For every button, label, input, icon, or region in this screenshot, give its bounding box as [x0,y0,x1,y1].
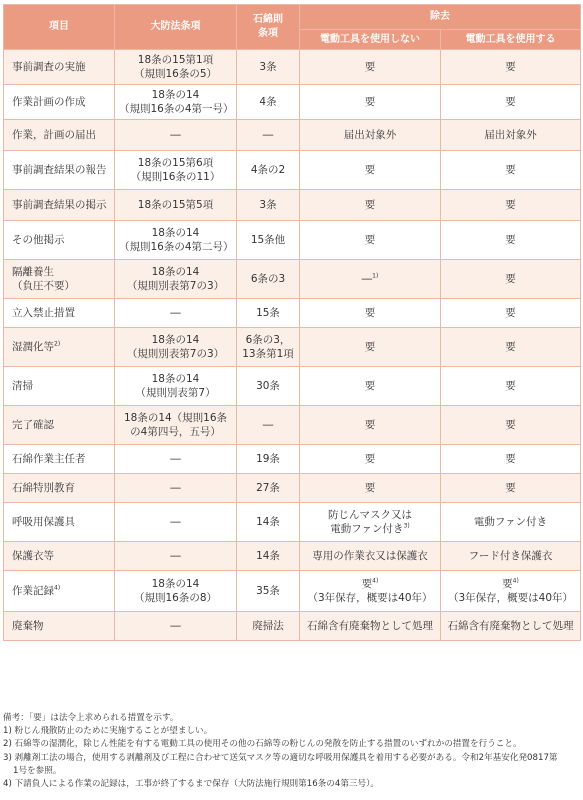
cell-item [4,190,115,221]
cell-no-power-tool-text: 専用の作業衣又は保護衣 [312,550,428,562]
cell-sekimen-text: ― [262,419,274,431]
cell-no-power-tool [300,474,441,503]
cell-taiki-text: ― [170,620,181,632]
cell-item-footnote-mark: 2) [54,340,61,348]
cell-sekimen [237,445,300,474]
cell-sekimen-text: 4条の2 [250,164,286,176]
cell-no-power-tool-footnote-mark: 1) [372,272,379,280]
cell-power-tool-text: 要 [505,419,516,431]
cell-item [4,151,115,190]
cell-power-tool-text: 石綿含有廃棄物として処理 [447,620,574,632]
cell-power-tool-text: 届出対象外 [484,129,537,141]
cell-no-power-tool-text: 要 [364,199,376,211]
cell-taiki [115,406,237,445]
cell-taiki [115,190,237,221]
cell-no-power-tool-text: 要 [361,578,373,590]
notes [3,712,580,791]
note-3-continued: 1号を参照。 [13,765,62,776]
cell-no-power-tool-text: 要 [364,234,376,246]
cell-no-power-tool [300,503,441,542]
note-remark: 備考：「要」は法令上求められる措置を示す。 [3,713,179,723]
cell-power-tool [441,85,581,120]
cell-no-power-tool [300,612,441,641]
cell-item-text: 隔離養生 （負圧不要） [12,266,75,292]
header-sekimen: 石綿則 条項 [237,5,300,50]
cell-item-text: 作業，計画の届出 [12,129,96,141]
header-no-power-tool: 電動工具を使用しない [300,30,441,50]
cell-power-tool [441,221,581,260]
cell-item [4,406,115,445]
cell-power-tool-text: 要 [505,164,516,176]
cell-item-text: 事前調査結果の掲示 [12,199,107,211]
header-item: 項目 [4,5,115,50]
cell-power-tool [441,406,581,445]
cell-item [4,542,115,571]
cell-power-tool-text: 要 [502,578,513,590]
cell-sekimen [237,328,300,367]
cell-no-power-tool [300,50,441,85]
cell-taiki [115,445,237,474]
cell-no-power-tool-text: 防じんマスク又は 電動ファン付き [328,509,412,535]
cell-power-tool [441,571,581,612]
cell-item-text: 立入禁止措置 [12,307,75,319]
cell-taiki [115,221,237,260]
cell-no-power-tool-text: 要 [364,419,376,431]
note-2: 2) 石綿等の湿潤化，除じん性能を有する電動工具の使用その他の石綿等の粉じんの発散を防止する措置のいずれかの措置を行うこと。 [3,739,522,750]
cell-power-tool-text: 要 [505,273,516,285]
cell-sekimen [237,151,300,190]
cell-sekimen-text: 14条 [256,516,280,528]
cell-sekimen [237,612,300,641]
cell-power-tool [441,190,581,221]
cell-item-text: 石綿作業主任者 [12,453,86,465]
cell-taiki-text: 18条の14 （規則16条の4第二号） [119,227,234,253]
cell-no-power-tool-text: 要 [364,307,376,319]
cell-sekimen [237,260,300,299]
table-body [4,50,581,641]
cell-no-power-tool-footnote-mark: 3) [403,522,410,530]
cell-item-text: 作業計画の作成 [12,96,86,108]
cell-taiki [115,120,237,151]
cell-sekimen-text: 14条 [256,550,280,562]
cell-sekimen-text: 27条 [256,482,280,494]
cell-no-power-tool-text: 要 [364,61,376,73]
cell-item-text: 保護衣等 [12,550,54,562]
header-taiki: 大防法条項 [115,5,237,50]
cell-taiki [115,260,237,299]
cell-sekimen-text: 35条 [256,585,280,597]
cell-no-power-tool-text: 要 [364,380,376,392]
cell-no-power-tool [300,151,441,190]
cell-sekimen [237,85,300,120]
cell-taiki [115,474,237,503]
cell-no-power-tool [300,120,441,151]
cell-taiki-text: 18条の14 （規則別表第7の3） [126,334,225,360]
table-row [4,299,581,328]
cell-no-power-tool-text: 要 [364,164,376,176]
cell-sekimen [237,571,300,612]
cell-no-power-tool-text: 石綿含有廃棄物として処理 [307,620,433,632]
cell-item-text: 石綿特別教育 [12,482,75,494]
cell-sekimen [237,190,300,221]
cell-sekimen [237,367,300,406]
cell-power-tool [441,503,581,542]
cell-item-text: 事前調査結果の報告 [12,164,107,176]
cell-no-power-tool-text: 要 [364,341,376,353]
cell-taiki-text: ― [170,550,181,562]
cell-item-text: 湿潤化等 [12,341,54,353]
cell-taiki [115,571,237,612]
cell-no-power-tool-text: 要 [364,453,376,465]
cell-no-power-tool-text: 要 [364,96,376,108]
cell-power-tool-text: 要 [505,307,516,319]
cell-power-tool-text: 要 [505,341,516,353]
cell-item-text: 作業記録 [12,585,54,597]
cell-taiki-text: 18条の15第5項 [137,199,214,211]
cell-taiki [115,367,237,406]
cell-item [4,328,115,367]
cell-item [4,474,115,503]
cell-taiki [115,503,237,542]
cell-sekimen-text: 6条の3 [250,273,286,285]
table-row [4,542,581,571]
cell-item [4,260,115,299]
cell-taiki [115,85,237,120]
cell-sekimen-text: 30条 [256,380,280,392]
cell-power-tool-text: 要 [505,482,516,494]
cell-power-tool [441,50,581,85]
cell-no-power-tool [300,367,441,406]
cell-taiki-text: 18条の14 （規則別表第7） [135,373,216,399]
cell-no-power-tool [300,571,441,612]
cell-item [4,50,115,85]
cell-taiki [115,612,237,641]
cell-item [4,612,115,641]
table-row [4,50,581,85]
cell-sekimen-text: 6条の3， 13条第1項 [242,334,294,360]
cell-power-tool [441,328,581,367]
cell-item [4,85,115,120]
cell-taiki [115,328,237,367]
table-row [4,328,581,367]
cell-taiki [115,542,237,571]
cell-item [4,299,115,328]
cell-item [4,503,115,542]
cell-sekimen [237,542,300,571]
header-power-tool: 電動工具を使用する [441,30,581,50]
cell-power-tool-text: 電動ファン付き [473,516,548,528]
cell-power-tool [441,474,581,503]
table-row [4,503,581,542]
cell-sekimen-text: ― [262,129,274,141]
cell-taiki-text: 18条の14 （規則16条の8） [133,578,218,604]
cell-sekimen-text: 15条 [256,307,280,319]
cell-power-tool-text: 要 [505,61,516,73]
cell-no-power-tool [300,328,441,367]
cell-power-tool [441,367,581,406]
cell-no-power-tool [300,221,441,260]
cell-power-tool-text: 要 [505,96,516,108]
table-row [4,612,581,641]
table-row [4,445,581,474]
cell-power-tool-text: 要 [505,234,516,246]
cell-taiki-text: ― [170,129,181,141]
table-row [4,85,581,120]
cell-sekimen-text: 3条 [259,199,277,211]
cell-item [4,445,115,474]
cell-taiki [115,50,237,85]
cell-power-tool-text: 要 [505,380,516,392]
requirements-table-wrapper [3,4,580,641]
cell-sekimen [237,503,300,542]
cell-sekimen [237,299,300,328]
cell-no-power-tool [300,445,441,474]
cell-item [4,571,115,612]
note-3: 3) 剥離剤工法の場合，使用する剥離剤及び工程に合わせて送気マスク等の適切な呼吸用保護具を着用する必要がある。令和2年基安化発0817第 [3,752,558,763]
cell-sekimen-text: 19条 [256,453,280,465]
cell-taiki-text: 18条の14 （規則16条の4第一号） [119,89,234,115]
cell-taiki [115,151,237,190]
requirements-table [3,4,581,641]
table-row [4,120,581,151]
cell-sekimen-text: 廃掃法 [252,620,284,632]
cell-taiki-text: 18条の15第1項 （規則16条の5） [133,54,218,80]
cell-power-tool [441,260,581,299]
cell-power-tool-text: 要 [505,453,516,465]
cell-no-power-tool [300,406,441,445]
cell-taiki-text: ― [170,307,181,319]
note-1: 1) 粉じん飛散防止のために実施することが望ましい。 [3,726,213,737]
cell-item-footnote-mark: 4) [54,584,61,592]
cell-power-tool [441,120,581,151]
table-row [4,367,581,406]
cell-item [4,120,115,151]
cell-no-power-tool [300,85,441,120]
header-removal: 除去 [300,5,581,30]
cell-power-tool-text: 要 [505,199,516,211]
cell-power-tool [441,445,581,474]
cell-item-text: 廃棄物 [12,620,44,632]
cell-item-text: 清掃 [12,380,33,392]
cell-item-text: 事前調査の実施 [12,61,86,73]
cell-item-text: 呼吸用保護具 [12,516,75,528]
cell-power-tool [441,612,581,641]
cell-taiki-text: 18条の14 （規則別表第7の3） [126,266,225,292]
cell-taiki-text: ― [170,453,181,465]
cell-sekimen [237,120,300,151]
cell-power-tool [441,299,581,328]
cell-taiki-text: 18条の15第6項 （規則16条の11） [130,157,221,183]
cell-power-tool-footnote-mark: 4) [512,577,519,585]
table-row [4,260,581,299]
cell-no-power-tool-footnote-mark: 4) [372,577,379,585]
cell-no-power-tool [300,260,441,299]
cell-power-tool [441,151,581,190]
table-row [4,474,581,503]
cell-power-tool-detail: （3年保存，概要は40年） [447,592,574,604]
cell-no-power-tool [300,299,441,328]
cell-no-power-tool [300,190,441,221]
cell-no-power-tool-text: ― [361,273,373,285]
cell-item-text: その他掲示 [12,234,65,246]
cell-power-tool-text: フード付き保護衣 [468,550,553,562]
table-row [4,406,581,445]
cell-sekimen [237,474,300,503]
cell-taiki-text: 18条の14（規則16条 の4第四号，五号） [123,412,228,438]
cell-taiki-text: ― [170,516,181,528]
note-4: 4) 下請負人による作業の記録は，工事が終了するまで保存（大防法施行規則第16条の4第三号）。 [3,779,380,790]
cell-taiki-text: ― [170,482,181,494]
cell-item [4,221,115,260]
table-row [4,221,581,260]
cell-sekimen [237,50,300,85]
cell-sekimen-text: 4条 [259,96,277,108]
cell-no-power-tool-detail: （3年保存，概要は40年） [307,592,433,604]
cell-no-power-tool-text: 要 [364,482,376,494]
cell-sekimen [237,406,300,445]
cell-taiki [115,299,237,328]
table-row [4,151,581,190]
cell-item-text: 完了確認 [12,419,54,431]
cell-sekimen [237,221,300,260]
cell-no-power-tool-text: 届出対象外 [343,129,397,141]
cell-power-tool [441,542,581,571]
cell-no-power-tool [300,542,441,571]
cell-item [4,367,115,406]
cell-sekimen-text: 15条他 [250,234,286,246]
table-row [4,571,581,612]
cell-sekimen-text: 3条 [259,61,277,73]
table-row [4,190,581,221]
